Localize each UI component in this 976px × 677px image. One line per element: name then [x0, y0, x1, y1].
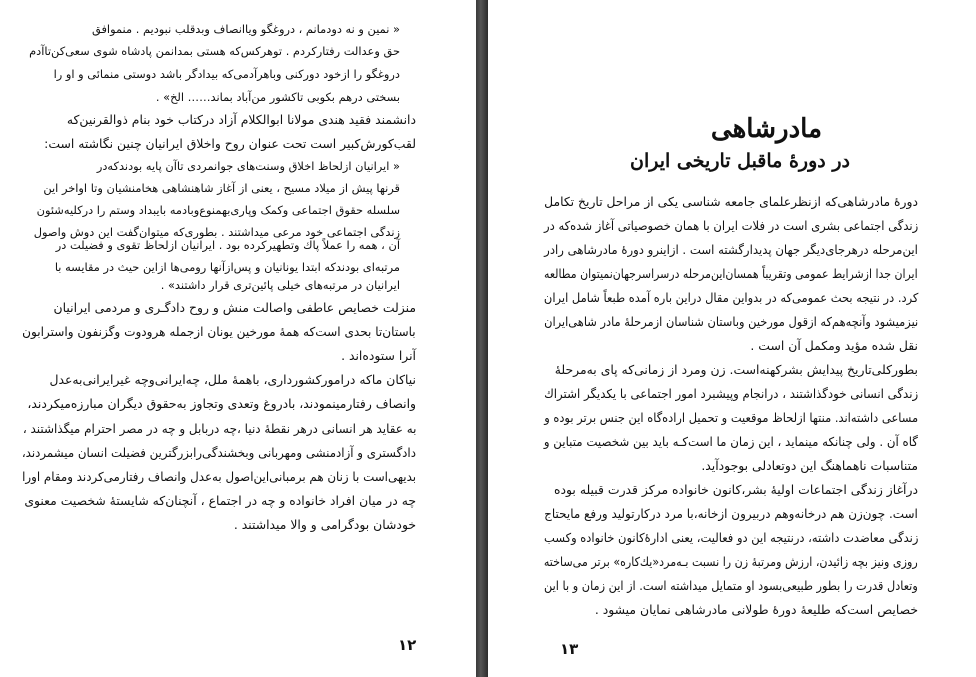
chapter-title: مادرشاهی — [710, 114, 822, 144]
body-line: ایران جدا ازشرایط عمومی وتقریباً همسان‌این‌مرحله درسراسرجهان‌نمیتوان مطالعه — [544, 266, 918, 281]
page-number: ۱۳ — [560, 640, 579, 658]
body-line: دانشمند فقید هندی مولانا ابوالکلام آزاد درکتاب خود بنام ذوالقرنین‌که — [66, 112, 416, 127]
book-spine — [476, 0, 488, 677]
left-page — [0, 0, 478, 677]
body-line: زندگی معاضدت داشته، درنتیجه این دو فعالیت، یعنی ادارهٔ‌کانون خانواده وکسب — [543, 530, 918, 545]
body-line: خصایص است‌که طلیعهٔ دورهٔ طولانی مادرشاهی نمایان میشود . — [594, 602, 918, 617]
body-line: مساعی داشته‌اند. منتها ازلحاظ موقعیت و تحمیل اراده‌گاه این جنس برتر بوده و — [544, 410, 918, 425]
body-line: درآغاز زندگی اجتماعات اولیهٔ بشر،کانون خانواده مرکز قدرت قبیله بوده — [554, 482, 918, 497]
body-line: باستان‌تا بحدی است‌که همهٔ مورخین یونان ازجمله هرودوت وگزنفون واسترابون — [22, 324, 416, 339]
body-line: نیاکان ما‌که درامورکشورداری، باهمهٔ ملل، چه‌ایرانی‌وچه غیرایرانی‌به‌عدل — [49, 372, 416, 387]
quote-block-line: سلسله حقوق اجتماعی وکمک وپاری‌بهمنوع‌وبادمه بایبداد وستم را درکلیه‌شئون — [36, 203, 400, 217]
body-line: بدیهی‌است با زنان هم برمبانی‌این‌اصول به‌عدل وانصاف رفتارمی‌کردند ومقام اورا — [22, 469, 416, 484]
page-number: ۱۲ — [398, 636, 417, 654]
body-line: خودشان بودگرامی و والا میداشتند . — [233, 517, 416, 532]
body-line: به عقاید هر انسانی درهر نقطهٔ دنیا ،چه دربابل و چه در مصر احترام میگذاشتند ، — [22, 421, 416, 436]
quote-block-line: آن ، همه را عملاً پاك وتطهیرکرده بود . ایرانیان ازلحاظ تقوی و فضیلت در — [55, 238, 400, 252]
body-line: است. چون‌زن هم درخانه‌وهم دربیرون ازخانه،با مرد درکارتولید ورفع مایحتاج — [544, 506, 918, 521]
chapter-subtitle: در دورهٔ ماقبل تاریخی ایران — [630, 150, 850, 172]
body-line: بطورکلی‌تاریخ پیدایش بشرکهنه‌است. زن ومرد از زمانی‌که پای به‌مرحلهٔ — [554, 362, 918, 377]
body-line: زندگی انسانی خودگذاشتند ، درانجام وپیشبرد امور اجتماعی با یکدیگر اشتراك — [543, 386, 918, 401]
quote-block-line: قرنها پیش از میلاد مسیح ، یعنی از آغاز شاهنشاهی هخامنشیان وتا اواخر این — [43, 181, 400, 195]
body-line: زندگی اجتماعی بشری است در فلات ایران با همان خصوصیاتی آغاز شده‌که در — [543, 218, 918, 233]
body-line: منزلت خصایص عاطفی واصالت منش و روح دادگـری و مردمی ایرانیان — [53, 300, 416, 315]
quote-intro-line: بسختی درهم بکوبی تاکشور من‌آباد بماند…… الخ» . — [155, 90, 400, 104]
quote-block-line: ایرانیان در مرتبه‌های خیلی پائین‌تری قرار داشتند» . — [160, 278, 400, 292]
body-line: دادگستری و آزادمنشی ومهربانی وبخشندگی‌رابزرگترین فضیلت انسان میشمردند، — [21, 445, 416, 460]
quote-block-line: مرتبه‌ای بودندکه ابتدا یونانیان و پس‌ازآنها رومی‌ها ازاین حیث در مقایسه با — [54, 260, 400, 274]
body-line: کرد. در نتیجه بحث عمومی‌که در بدواین مقال دراین باره آمده طبعاً شامل ایران — [543, 290, 918, 305]
body-line: آنرا ستوده‌اند . — [341, 348, 416, 363]
body-line: وتعادل قدرت را بطور طبیعی‌بسود او متمایل میداشته است. از این زمان و با این — [544, 578, 918, 593]
body-line: نیزمیشود وآنچه‌هم‌که ازقول مورخین وباستان شناسان ازمرحلهٔ مادر شاهی‌ایران — [543, 314, 918, 329]
body-line: این‌مرحله درهرجای‌دیگر جهان پدیدارگشته است . ازاینرو دورهٔ مادرشاهی رادر — [544, 242, 918, 257]
body-line: نقل شده مؤید ومکمل آن است . — [750, 338, 918, 353]
quote-intro-line: « نمین و نه دودمانم ، دروغگو ویاانصاف وبدقلب نبودیم . منموافق — [91, 22, 400, 36]
body-line: لقب‌کورش‌کبیر است تحت عنوان روح واخلاق ایرانیان چنین نگاشته است: — [44, 136, 416, 151]
quote-intro-line: دروغگو را ازخود دورکنی وباهرآدمی‌که بیدادگر باشد دوستی منمائی و او را — [53, 67, 400, 81]
quote-block-line: زندگی اجتماعی خود مرعی میداشتند . بطوری‌که میتوان‌گفت این دوش واصول — [33, 225, 400, 239]
body-line: دورهٔ مادرشاهی‌که ازنظرعلمای جامعه شناسی یکی از مراحل تاریخ تکامل — [544, 194, 918, 209]
body-line: وانصاف رفتارمینمودند، بادروغ وتعدی وتجاوز به‌حقوق دیگران مبارزه‌میکردند، — [27, 396, 416, 411]
body-line: روزی ونیز بچه زائیدن، ارزش ومرتبهٔ زن را نسبت بـه‌مرد«یك‌كاره» برتر می‌ساخته — [544, 554, 918, 569]
quote-block-line: « ایرانیان ازلحاظ اخلاق وسنت‌های جوانمردی تاآن پایه بودندکه‌در — [96, 159, 400, 173]
body-line: چه در میان افراد خانواده و چه در اجتماع ، آنچنان‌که شایستهٔ شخصیت معنوی — [24, 493, 416, 508]
right-page — [488, 0, 976, 677]
quote-intro-line: حق وعدالت رفتارکردم . توهرکس‌که هستی بمدانمن پادشاه شوی سعی‌کن‌تاآدم — [29, 44, 400, 58]
body-line: گاه آن . ولی چنانکه مینماید ، این زمان ما است‌کـه باید بین شخصیت متباین و — [543, 434, 918, 449]
body-line: متناسبات ناهماهنگ این دوتعادلی بوجودآید. — [701, 458, 918, 473]
